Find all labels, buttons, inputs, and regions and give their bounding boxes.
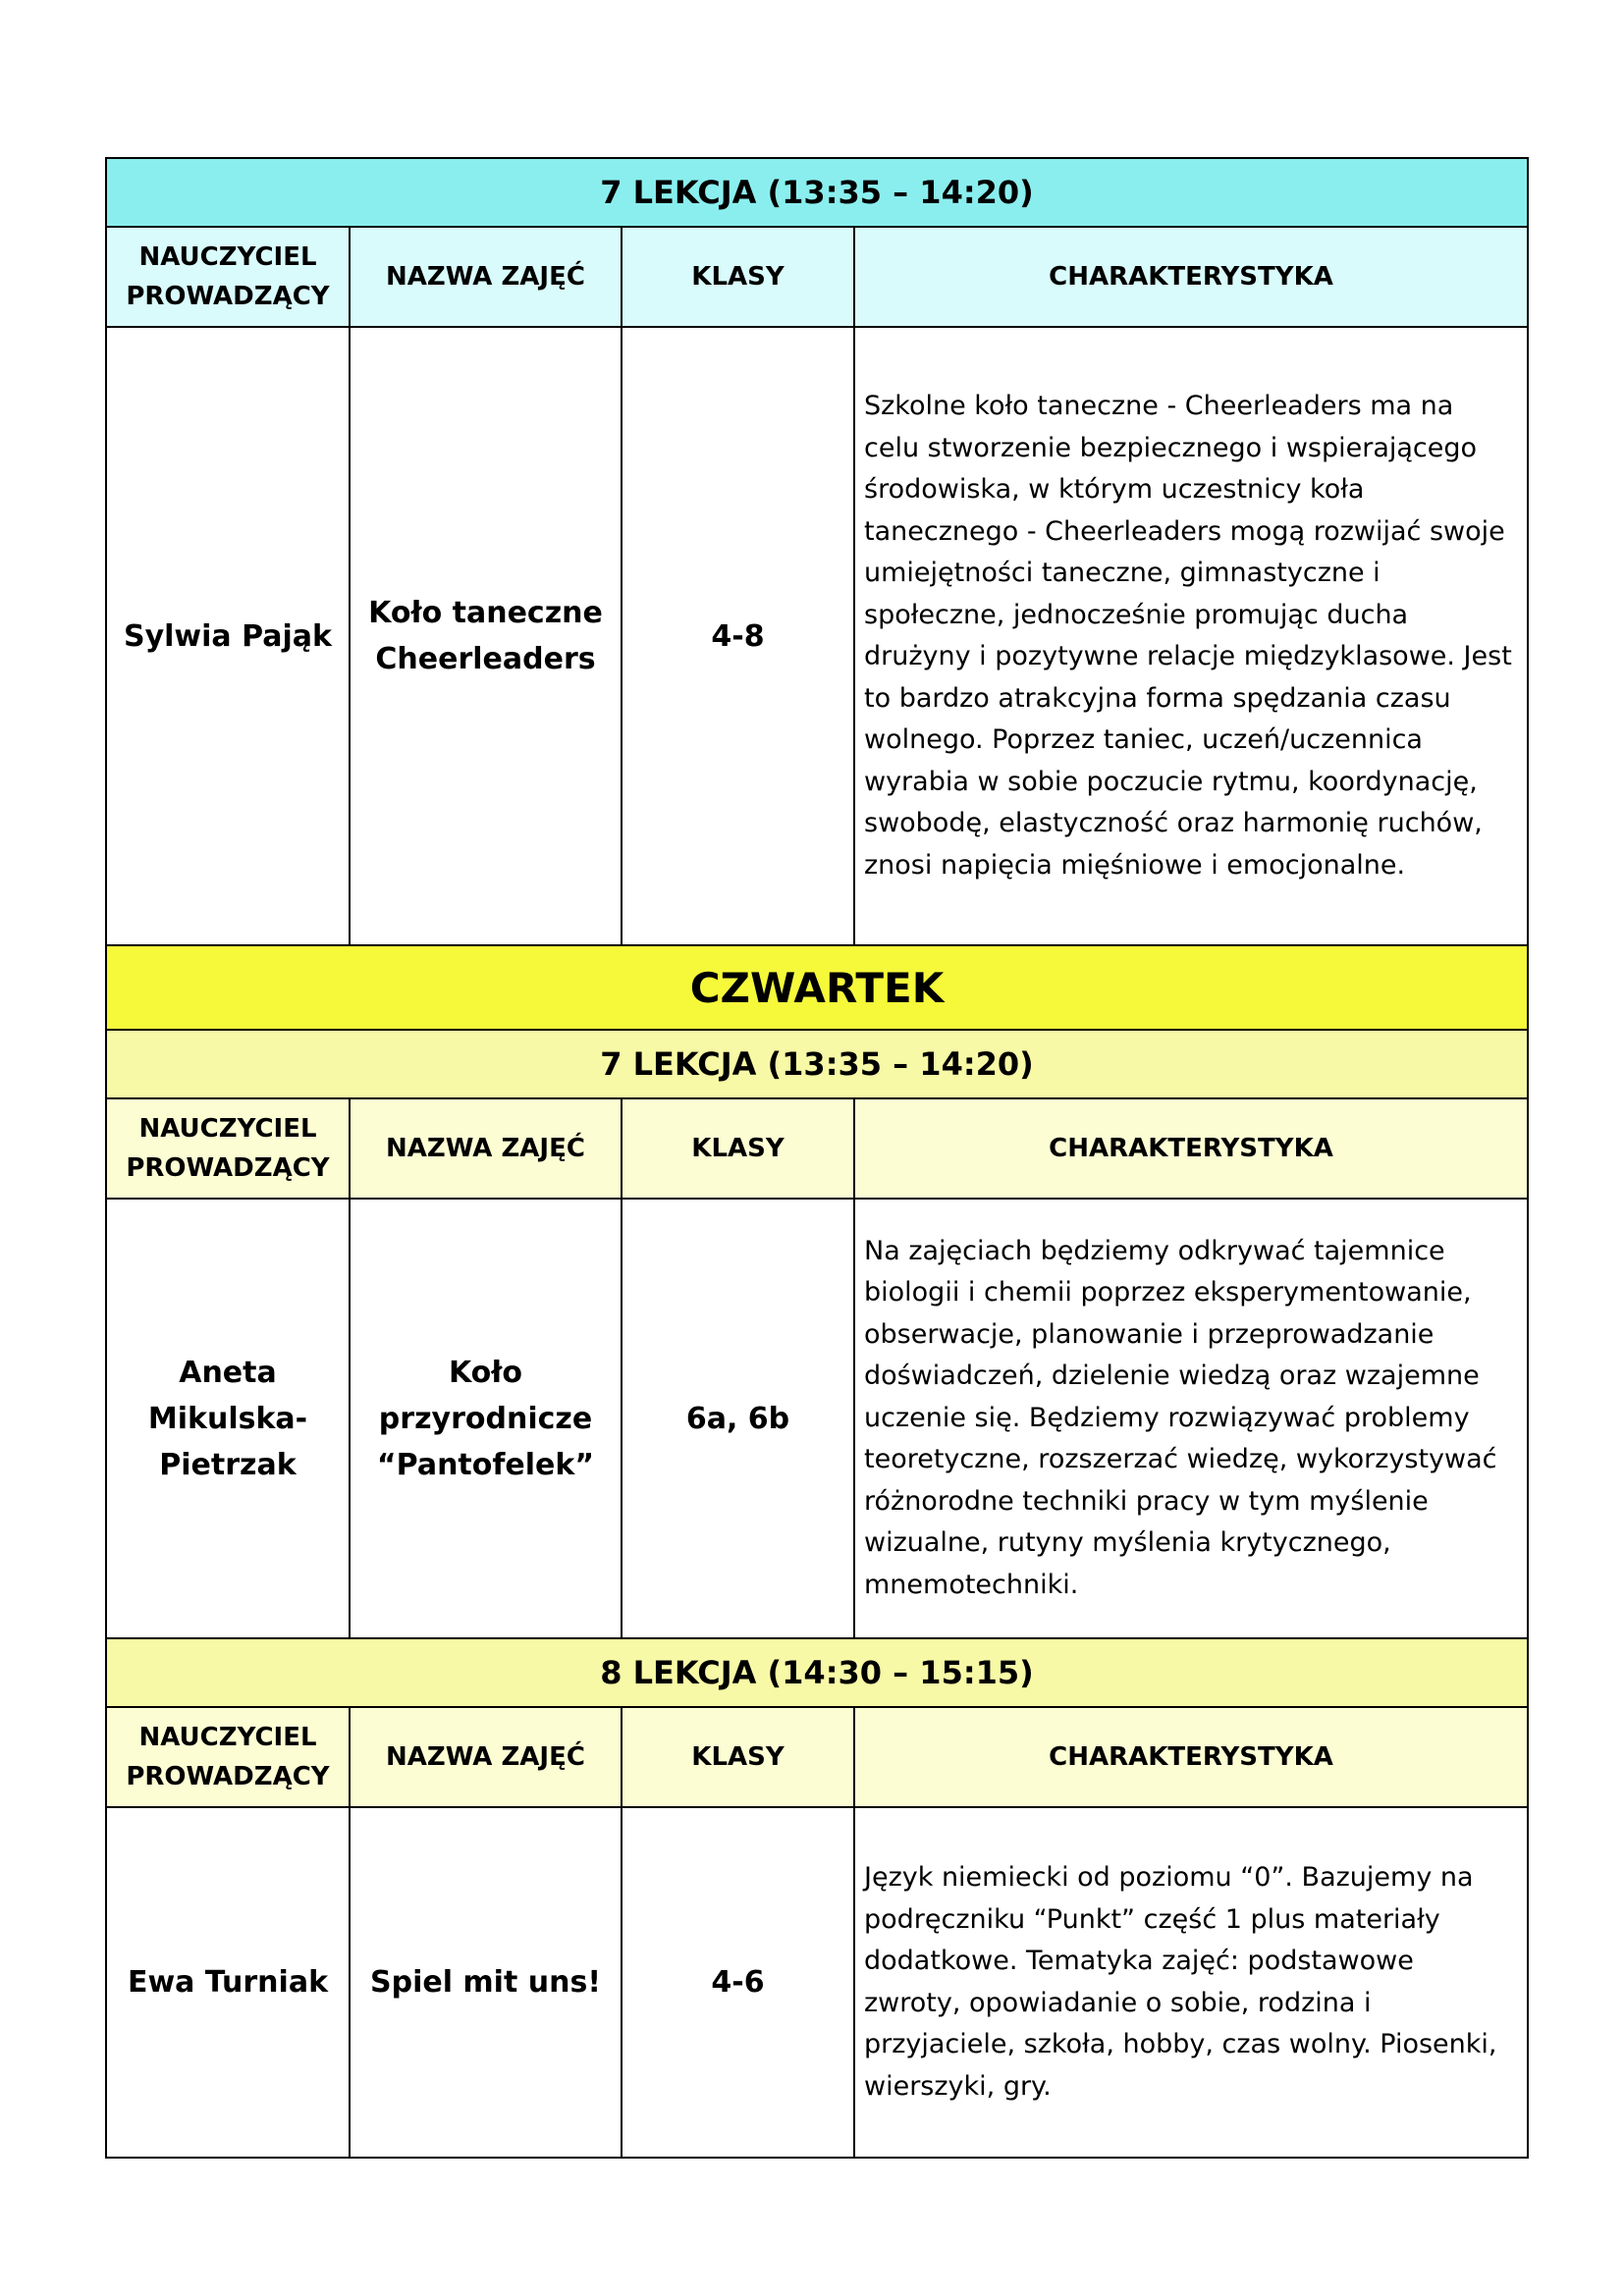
table-row <box>106 1807 1528 2158</box>
activity-cell <box>350 1199 622 1638</box>
lesson-header-7-yellow: 7 LEKCJA (13:35 – 14:20) <box>106 1030 1528 1098</box>
schedule-table <box>105 157 1529 2159</box>
activity-line: Cheerleaders <box>375 642 596 676</box>
teacher-line: Pietrzak <box>159 1447 297 1482</box>
activity-line: przyrodnicze <box>378 1401 593 1436</box>
column-header-row <box>106 1098 1528 1199</box>
classes-column-header: KLASY <box>622 1707 854 1807</box>
description-column-header: CHARAKTERYSTYKA <box>854 1707 1528 1807</box>
teacher-header-line2: PROWADZĄCY <box>126 282 330 311</box>
description-column-header: CHARAKTERYSTYKA <box>854 227 1528 327</box>
day-header: CZWARTEK <box>106 945 1528 1030</box>
teacher-header-line2: PROWADZĄCY <box>126 1762 330 1791</box>
column-header-row <box>106 227 1528 327</box>
activity-line: “Pantofelek” <box>376 1447 595 1482</box>
teacher-column-header <box>106 1098 350 1199</box>
name-column-header: NAZWA ZAJĘĆ <box>350 1098 622 1199</box>
activity-line: Koło <box>448 1355 523 1390</box>
classes-cell: 4-8 <box>622 327 854 945</box>
description-cell: Język niemiecki od poziomu “0”. Bazujemy na podręczniku “Punkt” część 1 plus materiały dodatkowe. Tematyka zajęć: podstawowe zwroty, opowiadanie o sobie, rodzina i przyjaciele, szkoła, hobby, czas wolny. Piosenki, wierszyki, gry. <box>854 1807 1528 2158</box>
teacher-column-header <box>106 227 350 327</box>
description-column-header: CHARAKTERYSTYKA <box>854 1098 1528 1199</box>
teacher-header-line1: NAUCZYCIEL <box>138 1114 317 1144</box>
teacher-header-line1: NAUCZYCIEL <box>138 242 317 272</box>
classes-column-header: KLASY <box>622 227 854 327</box>
teacher-header-line1: NAUCZYCIEL <box>138 1723 317 1752</box>
activity-cell <box>350 327 622 945</box>
teacher-column-header <box>106 1707 350 1807</box>
classes-cell: 4-6 <box>622 1807 854 2158</box>
activity-cell: Spiel mit uns! <box>350 1807 622 2158</box>
teacher-line: Mikulska- <box>147 1401 308 1436</box>
teacher-cell: Ewa Turniak <box>106 1807 350 2158</box>
teacher-cell <box>106 1199 350 1638</box>
teacher-cell: Sylwia Pająk <box>106 327 350 945</box>
teacher-line: Aneta <box>179 1355 277 1390</box>
table-row <box>106 327 1528 945</box>
classes-cell: 6a, 6b <box>622 1199 854 1638</box>
table-row <box>106 1199 1528 1638</box>
teacher-header-line2: PROWADZĄCY <box>126 1153 330 1183</box>
name-column-header: NAZWA ZAJĘĆ <box>350 227 622 327</box>
description-cell: Na zajęciach będziemy odkrywać tajemnice biologii i chemii poprzez eksperymentowanie, obserwacje, planowanie i przeprowadzanie doświadczeń, dzielenie wiedzą oraz wzajemne uczenie się. Będziemy rozwiązywać problemy teoretyczne, rozszerzać wiedzę, wykorzystywać różnorodne techniki pracy w tym myślenie wizualne, rutyny myślenia krytycznego, mnemotechniki. <box>854 1199 1528 1638</box>
column-header-row <box>106 1707 1528 1807</box>
activity-line: Koło taneczne <box>368 596 603 630</box>
lesson-header-8-yellow: 8 LEKCJA (14:30 – 15:15) <box>106 1638 1528 1707</box>
classes-column-header: KLASY <box>622 1098 854 1199</box>
description-cell: Szkolne koło taneczne - Cheerleaders ma na celu stworzenie bezpiecznego i wspierającego środowiska, w którym uczestnicy koła tanecznego - Cheerleaders mogą rozwijać swoje umiejętności taneczne, gimnastyczne i społeczne, jednocześnie promując ducha drużyny i pozytywne relacje międzyklasowe. Jest to bardzo atrakcyjna forma spędzania czasu wolnego. Poprzez taniec, uczeń/uczennica wyrabia w sobie poczucie rytmu, koordynację, swobodę, elastyczność oraz harmonię ruchów, znosi napięcia mięśniowe i emocjonalne. <box>854 327 1528 945</box>
lesson-header-7-cyan: 7 LEKCJA (13:35 – 14:20) <box>106 158 1528 227</box>
name-column-header: NAZWA ZAJĘĆ <box>350 1707 622 1807</box>
